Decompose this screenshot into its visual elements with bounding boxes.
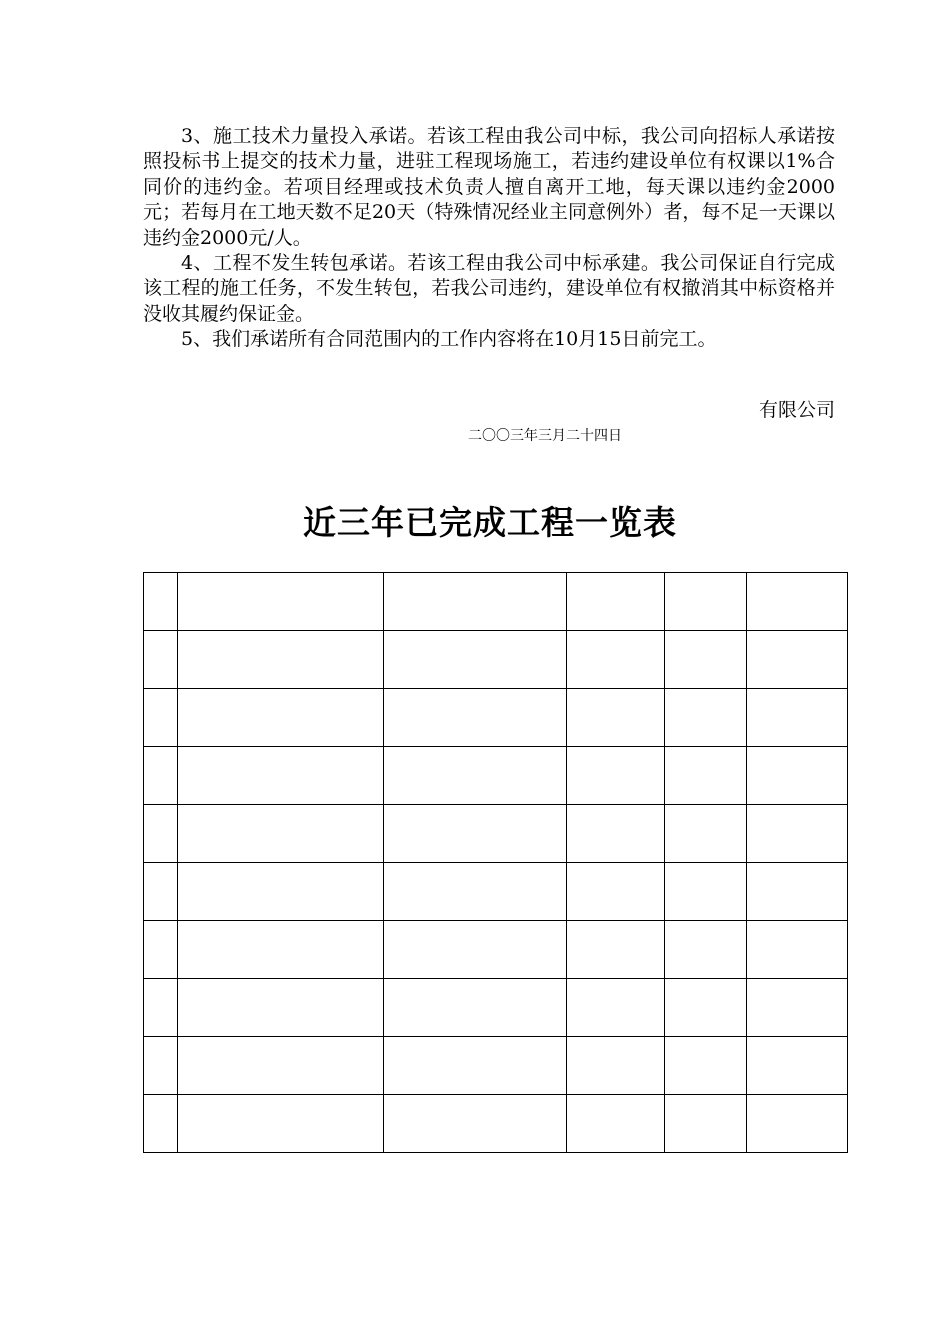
table-row (144, 689, 848, 747)
table-row (144, 1095, 848, 1153)
table-cell (567, 689, 665, 747)
table-row (144, 979, 848, 1037)
table-cell (567, 979, 665, 1037)
paragraph-no-subcontract-commitment: 4、工程不发生转包承诺。若该工程由我公司中标承建。我公司保证自行完成该工程的施工任务，不发生转包，若我公司违约，建设单位有权撤消其中标资格并没收其履约保证金。 (143, 252, 835, 325)
table-cell (144, 979, 178, 1037)
table-cell (144, 1095, 178, 1153)
table-row (144, 921, 848, 979)
table-cell (144, 747, 178, 805)
table-cell (747, 863, 848, 921)
table-cell (144, 863, 178, 921)
table-cell (747, 1037, 848, 1095)
table-cell (567, 631, 665, 689)
table-cell (144, 631, 178, 689)
table-cell (665, 631, 747, 689)
table-cell (384, 921, 567, 979)
table-cell (567, 805, 665, 863)
table-cell (384, 631, 567, 689)
table-cell (178, 689, 384, 747)
table-cell (384, 1095, 567, 1153)
table-cell (665, 1037, 747, 1095)
table-cell (178, 1095, 384, 1153)
table-cell (567, 863, 665, 921)
table-row (144, 573, 848, 631)
table-cell (178, 979, 384, 1037)
table-cell (144, 573, 178, 631)
table-cell (384, 863, 567, 921)
table-title: 近三年已完成工程一览表 (303, 503, 677, 542)
signature-date: 二〇〇三年三月二十四日 (468, 428, 622, 444)
table-cell (144, 921, 178, 979)
table-cell (384, 747, 567, 805)
table-cell (665, 863, 747, 921)
table-cell (747, 747, 848, 805)
table-cell (178, 573, 384, 631)
company-signature: 有限公司 (758, 399, 835, 421)
table-cell (178, 921, 384, 979)
table-cell (665, 979, 747, 1037)
table-row (144, 631, 848, 689)
table-cell (178, 631, 384, 689)
table-cell (178, 863, 384, 921)
table-cell (747, 689, 848, 747)
table-cell (665, 573, 747, 631)
table-cell (747, 573, 848, 631)
table-cell (384, 573, 567, 631)
commitment-text (143, 124, 835, 353)
table-cell (384, 805, 567, 863)
table-cell (665, 747, 747, 805)
table-cell (665, 921, 747, 979)
table-cell (567, 747, 665, 805)
table-cell (747, 1095, 848, 1153)
table-cell (178, 1037, 384, 1095)
table-cell (665, 805, 747, 863)
table-cell (567, 1037, 665, 1095)
table-cell (665, 689, 747, 747)
table-cell (747, 631, 848, 689)
table-cell (178, 805, 384, 863)
table-cell (567, 573, 665, 631)
paragraph-completion-commitment: 5、我们承诺所有合同范围内的工作内容将在10月15日前完工。 (181, 328, 717, 351)
table-cell (144, 805, 178, 863)
table-cell (665, 1095, 747, 1153)
table-cell (567, 921, 665, 979)
paragraph-technical-commitment: 3、施工技术力量投入承诺。若该工程由我公司中标，我公司向招标人承诺按照投标书上提交的技术力量，进驻工程现场施工，若违约建设单位有权课以1%合同价的违约金。若项目经理或技术负责人擅自离开工地，每天课以违约金2000元；若每月在工地天数不足20天（特殊情况经业主同意例外）者，每不足一天课以违约金2000元/人。 (143, 125, 835, 249)
table-cell (384, 1037, 567, 1095)
table-row (144, 1037, 848, 1095)
table-cell (567, 1095, 665, 1153)
table-cell (144, 689, 178, 747)
table-cell (178, 747, 384, 805)
table-cell (747, 921, 848, 979)
table-cell (747, 805, 848, 863)
table-cell (747, 979, 848, 1037)
table-cell (384, 979, 567, 1037)
table-row (144, 805, 848, 863)
table-row (144, 863, 848, 921)
table-cell (144, 1037, 178, 1095)
table-cell (384, 689, 567, 747)
table-row (144, 747, 848, 805)
completed-projects-table (143, 572, 848, 1153)
